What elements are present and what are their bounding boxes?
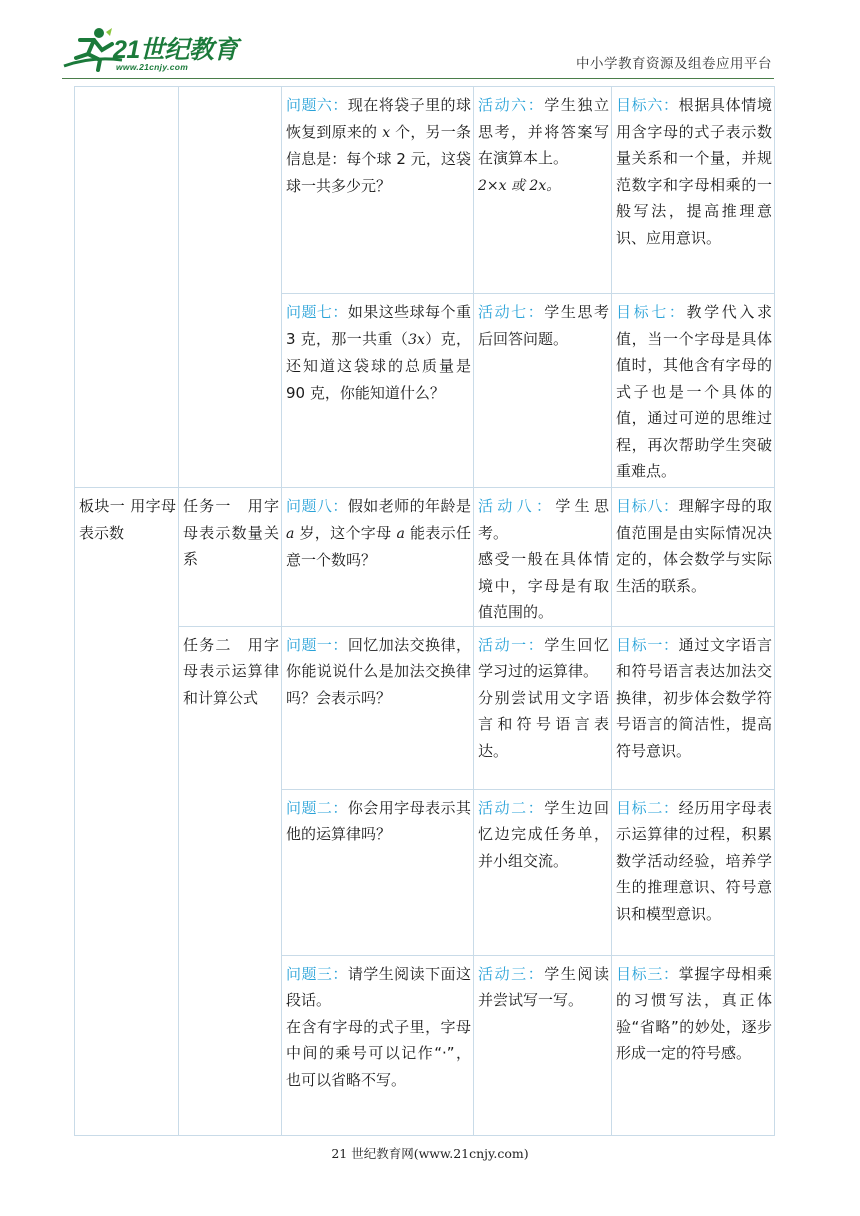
question-two-cell: 问题二：你会用字母表示其他的运算律吗？: [282, 789, 474, 955]
task-one-cell: 任务一 用字母表示数量关系: [179, 488, 282, 627]
goal-label: 目标二：: [616, 798, 679, 817]
goal-seven-cell: 目标七：教学代入求值，当一个字母是具体值时，其他含有字母的式子也是一个具体的值，通过可逆的思维过程，再次帮助学生突破重难点。: [612, 294, 775, 488]
platform-title: 中小学教育资源及组卷应用平台: [576, 56, 772, 72]
activity-label: 活动七：: [478, 303, 545, 321]
activity-label: 活动八：: [478, 497, 556, 515]
activity-eight-cell: 活动八：学生思考。 感受一般在具体情境中，字母是有取值范围的。: [474, 488, 612, 627]
question-three-cell: 问题三：请学生阅读下面这段话。 在含有字母的式子里，字母中间的乘号可以记作“·”，也可以省略不写。: [282, 955, 474, 1135]
empty-task-cell: [179, 87, 282, 488]
logo-text: 21世纪教育: [113, 36, 238, 64]
goal-one-cell: 目标一：通过文字语言和符号语言表达加法交换律，初步体会数学符号语言的简洁性，提高符号意识。: [612, 626, 775, 789]
variable-3x: 3x: [408, 331, 425, 348]
activity-two-cell: 活动二：学生边回忆边完成任务单，并小组交流。: [474, 789, 612, 955]
module-cell: 板块一 用字母表示数: [75, 488, 179, 1136]
goal-label: 目标八：: [616, 497, 679, 515]
goal-label: 目标三：: [616, 964, 679, 983]
task-two-cell: 任务二 用字母表示运算律和计算公式: [179, 626, 282, 1135]
variable-a: a: [286, 525, 295, 542]
empty-module-cell: [75, 87, 179, 488]
goal-three-cell: 目标三：掌握字母相乘的习惯写法，真正体验“省略”的妙处，逐步形成一定的符号感。: [612, 955, 775, 1135]
logo-url: www.21cnjy.com: [116, 62, 189, 72]
page-header: [0, 0, 860, 80]
formula: 2×x 或 2x。: [478, 177, 561, 194]
goal-label: 目标一：: [616, 635, 679, 654]
goal-six-cell: 目标六：根据具体情境用含字母的式子表示数量关系和一个量，并规范数字和字母相乘的一般写法，提高推理意识、应用意识。: [612, 87, 775, 294]
question-one-cell: 问题一：回忆加法交换律，你能说说什么是加法交换律吗？会表示吗？: [282, 626, 474, 789]
goal-label: 目标六：: [616, 96, 679, 114]
question-label: 问题二：: [286, 798, 348, 817]
question-label: 问题三：: [286, 964, 348, 983]
activity-six-cell: 活动六：学生独立思考，并将答案写在演算本上。 2×x 或 2x。: [474, 87, 612, 294]
activity-label: 活动六：: [478, 96, 545, 114]
variable-a: a: [396, 525, 405, 542]
goal-label: 目标七：: [616, 303, 687, 321]
activity-label: 活动二：: [478, 798, 545, 817]
question-label: 问题八：: [286, 497, 348, 515]
activity-label: 活动一：: [478, 635, 545, 654]
goal-eight-cell: 目标八：理解字母的取值范围是由实际情况决定的，体会数学与实际生活的联系。: [612, 488, 775, 627]
table-row: [75, 626, 775, 789]
question-eight-cell: 问题八：假如老师的年龄是 a 岁，这个字母 a 能表示任意一个数吗？: [282, 488, 474, 627]
activity-one-cell: 活动一：学生回忆学习过的运算律。 分别尝试用文字语言和符号语言表达。: [474, 626, 612, 789]
goal-two-cell: 目标二：经历用字母表示运算律的过程，积累数学活动经验，培养学生的推理意识、符号意识和模型意识。: [612, 789, 775, 955]
table-row: [75, 488, 775, 627]
question-seven-cell: 问题七：如果这些球每个重 3 克，那一共重（3x）克，还知道这袋球的总质量是 90 克，你能知道什么？: [282, 294, 474, 488]
question-six-cell: 问题六：现在将袋子里的球恢复到原来的 x 个，另一条信息是：每个球 2 元，这袋球一共多少元？: [282, 87, 474, 294]
activity-seven-cell: 活动七：学生思考后回答问题。: [474, 294, 612, 488]
question-label: 问题六：: [286, 96, 348, 114]
question-label: 问题七：: [286, 303, 348, 321]
activity-three-cell: 活动三：学生阅读并尝试写一写。: [474, 955, 612, 1135]
question-label: 问题一：: [286, 635, 348, 654]
activity-label: 活动三：: [478, 964, 545, 983]
lesson-plan-table: [74, 86, 775, 1136]
header-divider: [62, 78, 774, 79]
page-footer: 21 世纪教育网(www.21cnjy.com): [331, 1146, 529, 1161]
variable-x: x: [382, 124, 391, 141]
table-row: [75, 87, 775, 294]
